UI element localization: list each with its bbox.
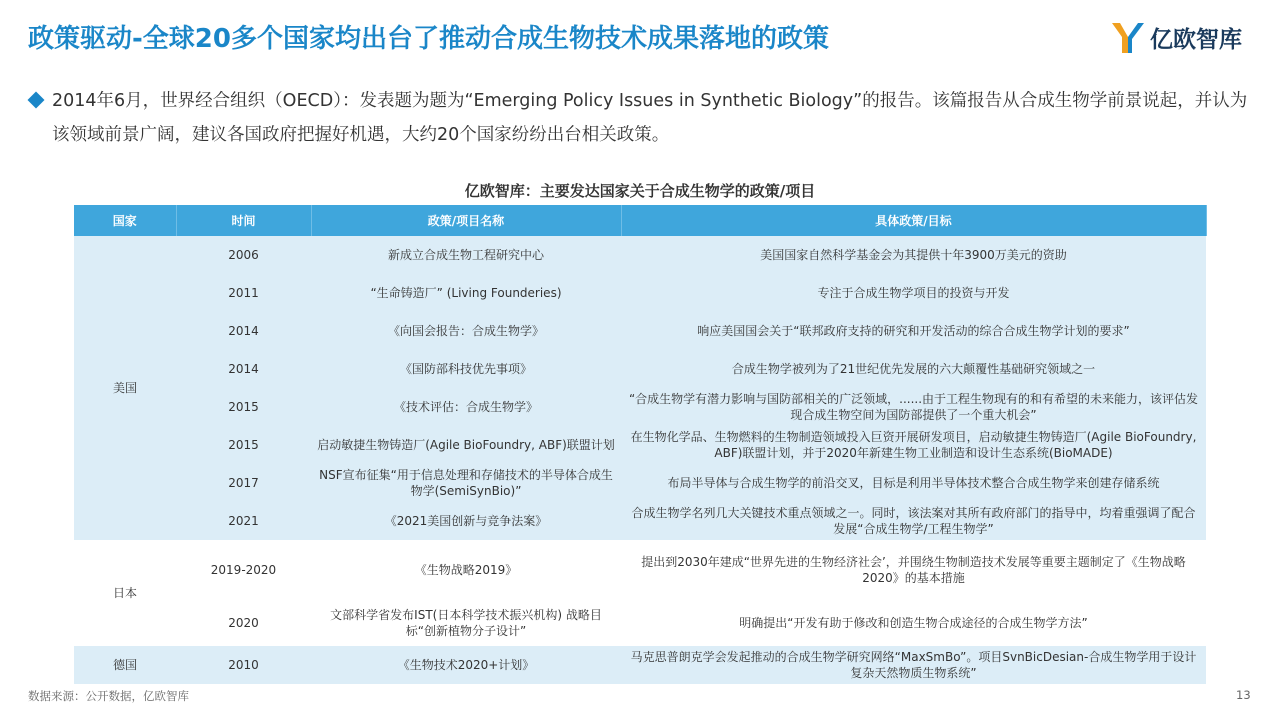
detail-cell: 马克思普朗克学会发起推动的合成生物学研究网络“MaxSmBo”。项目SvnBicDesian-合成生物学用于设计复杂天然物质生物系统” <box>630 650 1197 680</box>
detail-cell: 合成生物学名列几大关键技术重点领域之一。同时，该法案对其所有政府部门的指导中，均着重强调了配合发展“合成生物学/工程生物学” <box>631 506 1196 536</box>
source-note: 数据来源：公开数据，亿欧智库 <box>28 689 189 703</box>
policy-name-cell: 《技术评估：合成生物学》 <box>393 400 538 414</box>
policy-name-cell: 文部科学省发布IST(日本科学技术振兴机构) 战略目标“创新植物分子设计” <box>330 608 602 638</box>
year-cell: 2014 <box>228 362 259 376</box>
table-row <box>74 646 1206 684</box>
table-row <box>74 502 1206 540</box>
country-cell: 美国 <box>74 236 176 540</box>
detail-cell: 合成生物学被列为了21世纪优先发展的六大颠覆性基础研究领域之一 <box>731 362 1096 376</box>
table-header-row <box>74 205 1206 236</box>
logo-icon <box>1108 17 1148 57</box>
policy-name-cell: 《向国会报告：合成生物学》 <box>387 324 544 338</box>
table-row <box>74 274 1206 312</box>
header-policy-name: 政策/项目名称 <box>311 205 621 236</box>
detail-cell: 专注于合成生物学项目的投资与开发 <box>817 286 1010 300</box>
table-row <box>74 350 1206 388</box>
table-row <box>74 600 1206 646</box>
table-row <box>74 426 1206 464</box>
country-cell: 德国 <box>74 646 176 684</box>
page-number: 13 <box>1236 688 1251 702</box>
detail-cell: 响应美国国会关于“联邦政府支持的研究和开发活动的综合合成生物学计划的要求” <box>697 324 1130 338</box>
year-cell: 2017 <box>228 476 259 490</box>
header-country: 国家 <box>74 205 176 236</box>
table-row <box>74 540 1206 600</box>
policy-table <box>74 205 1207 684</box>
intro-bullet <box>30 84 1252 152</box>
detail-cell: 明确提出“开发有助于修改和创造生物合成途径的合成生物学方法” <box>739 616 1088 630</box>
table-row <box>74 388 1206 426</box>
year-cell: 2015 <box>228 438 259 452</box>
year-cell: 2020 <box>228 616 259 630</box>
page-title: 政策驱动-全球20多个国家均出台了推动合成生物技术成果落地的政策 <box>28 24 829 54</box>
year-cell: 2006 <box>228 248 259 262</box>
header-year: 时间 <box>176 205 311 236</box>
detail-cell: 美国国家自然科学基金会为其提供十年3900万美元的资助 <box>760 248 1067 262</box>
year-cell: 2019-2020 <box>210 563 277 577</box>
policy-name-cell: NSF宣布征集“用于信息处理和存储技术的半导体合成生物学(SemiSynBio)” <box>319 468 613 498</box>
year-cell: 2011 <box>228 286 259 300</box>
policy-name-cell: “生命铸造厂” (Living Founderies) <box>370 286 562 300</box>
policy-name-cell: 《2021美国创新与竞争法案》 <box>384 514 548 528</box>
policy-name-cell: 《生物战略2019》 <box>414 563 518 577</box>
intro-text: 2014年6月，世界经合组织（OECD）：发表题为题为“Emerging Policy Issues in Synthetic Biology”的报告。该篇报告从合成生物学前景说起，并认为该领域前景广阔，建议各国政府把握好机遇，大约20个国家纷纷出台相关政策。 <box>52 91 1248 145</box>
policy-name-cell: 《国防部科技优先事项》 <box>399 362 532 376</box>
year-cell: 2014 <box>228 324 259 338</box>
header-detail: 具体政策/目标 <box>621 205 1206 236</box>
policy-name-cell: 《生物技术2020+计划》 <box>397 658 535 672</box>
year-cell: 2010 <box>228 658 259 672</box>
policy-name-cell: 启动敏捷生物铸造厂(Agile BioFoundry, ABF)联盟计划 <box>317 438 615 452</box>
table-row <box>74 312 1206 350</box>
table-row <box>74 464 1206 502</box>
country-cell: 日本 <box>74 540 176 646</box>
table-title: 亿欧智库：主要发达国家关于合成生物学的政策/项目 <box>464 182 816 200</box>
logo <box>1108 16 1258 58</box>
year-cell: 2015 <box>228 400 259 414</box>
policy-name-cell: 新成立合成生物工程研究中心 <box>387 248 544 262</box>
table-row <box>74 236 1206 274</box>
year-cell: 2021 <box>228 514 259 528</box>
logo-text: 亿欧智库 <box>1150 26 1242 53</box>
detail-cell: “合成生物学有潜力影响与国防部相关的广泛领域，......由于工程生物现有的和有希望的未来能力，该评估发现合成生物空间为国防部提供了一个重大机会” <box>628 392 1199 422</box>
detail-cell: 布局半导体与合成生物学的前沿交叉，目标是利用半导体技术整合合成生物学来创建存储系统 <box>667 476 1160 490</box>
detail-cell: 提出到2030年建成“世界先进的生物经济社会’，并围绕生物制造技术发展等重要主题制定了《生物战略2020》的基本措施 <box>641 555 1186 585</box>
detail-cell: 在生物化学品、生物燃料的生物制造领域投入巨资开展研发项目，启动敏捷生物铸造厂(Agile BioFoundry, ABF)联盟计划，并于2020年新建生物工业制造和设计生态系统(BioMADE) <box>630 430 1197 460</box>
